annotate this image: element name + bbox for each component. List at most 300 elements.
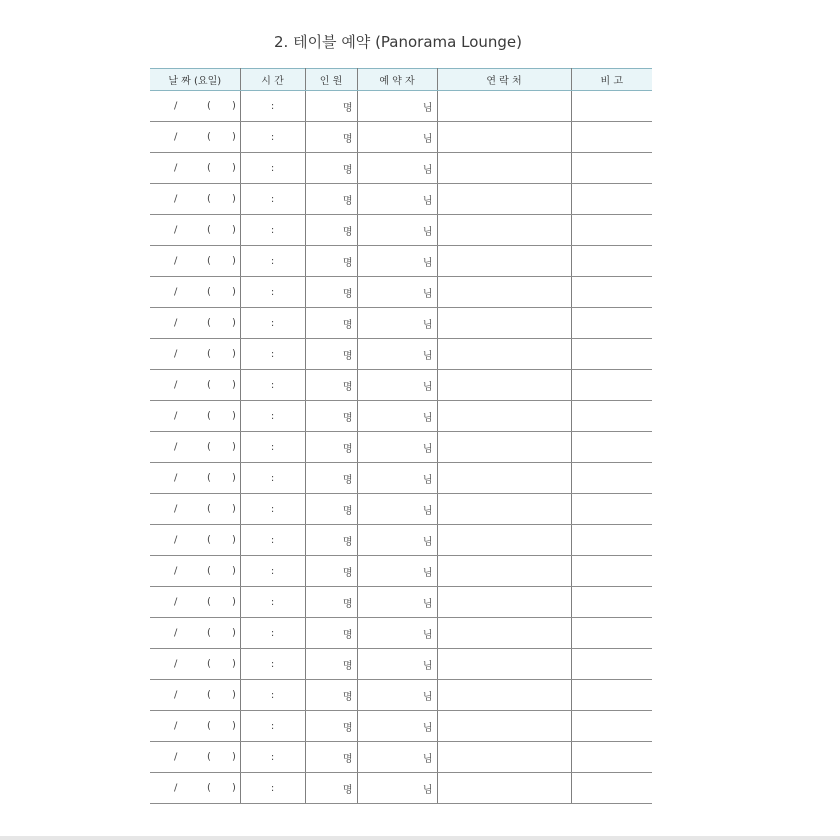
- date-cell[interactable]: [150, 680, 240, 711]
- table-row: [150, 91, 652, 122]
- time-separator: :: [270, 720, 275, 732]
- time-cell[interactable]: [240, 184, 305, 215]
- people-cell[interactable]: [305, 401, 357, 432]
- table-row: [150, 649, 652, 680]
- people-cell[interactable]: [305, 277, 357, 308]
- people-unit: 명: [342, 536, 353, 548]
- date-cell[interactable]: [150, 215, 240, 246]
- contact-cell[interactable]: [437, 122, 571, 153]
- weekday-open-paren: (: [207, 689, 211, 701]
- time-cell[interactable]: [240, 680, 305, 711]
- time-cell[interactable]: [240, 339, 305, 370]
- time-cell[interactable]: [240, 308, 305, 339]
- time-cell[interactable]: [240, 587, 305, 618]
- name-suffix: 님: [422, 164, 433, 176]
- time-separator: :: [270, 503, 275, 515]
- table-row: [150, 494, 652, 525]
- table-row: [150, 773, 652, 804]
- weekday-open-paren: (: [207, 596, 211, 608]
- notes-cell[interactable]: [571, 370, 652, 401]
- people-cell[interactable]: [305, 370, 357, 401]
- time-separator: :: [270, 348, 275, 360]
- people-cell[interactable]: [305, 618, 357, 649]
- weekday-open-paren: (: [207, 100, 211, 112]
- time-cell[interactable]: [240, 525, 305, 556]
- time-cell[interactable]: [240, 153, 305, 184]
- notes-cell[interactable]: [571, 587, 652, 618]
- weekday-close-paren: ): [232, 348, 236, 360]
- people-cell[interactable]: [305, 215, 357, 246]
- weekday-close-paren: ): [232, 379, 236, 391]
- time-cell[interactable]: [240, 215, 305, 246]
- reservation-table: [150, 68, 652, 804]
- table-row: [150, 463, 652, 494]
- date-slash: /: [174, 658, 178, 670]
- contact-cell[interactable]: [437, 742, 571, 773]
- people-cell[interactable]: [305, 773, 357, 804]
- name-suffix: 님: [422, 784, 433, 796]
- time-cell[interactable]: [240, 463, 305, 494]
- table-body: [150, 91, 652, 804]
- date-slash: /: [174, 503, 178, 515]
- people-unit: 명: [342, 660, 353, 672]
- name-suffix: 님: [422, 660, 433, 672]
- header-time: 시 간: [240, 69, 305, 91]
- contact-cell[interactable]: [437, 277, 571, 308]
- date-slash: /: [174, 100, 178, 112]
- weekday-open-paren: (: [207, 410, 211, 422]
- time-separator: :: [270, 379, 275, 391]
- weekday-close-paren: ): [232, 472, 236, 484]
- people-unit: 명: [342, 505, 353, 517]
- weekday-open-paren: (: [207, 317, 211, 329]
- notes-cell[interactable]: [571, 680, 652, 711]
- name-suffix: 님: [422, 474, 433, 486]
- time-separator: :: [270, 286, 275, 298]
- header-date: 날 짜 (요일): [150, 69, 240, 91]
- table-row: [150, 122, 652, 153]
- people-unit: 명: [342, 288, 353, 300]
- table-row: [150, 184, 652, 215]
- notes-cell[interactable]: [571, 432, 652, 463]
- weekday-close-paren: ): [232, 162, 236, 174]
- name-suffix: 님: [422, 319, 433, 331]
- people-cell[interactable]: [305, 680, 357, 711]
- contact-cell[interactable]: [437, 339, 571, 370]
- weekday-open-paren: (: [207, 162, 211, 174]
- notes-cell[interactable]: [571, 711, 652, 742]
- time-separator: :: [270, 255, 275, 267]
- contact-cell[interactable]: [437, 215, 571, 246]
- name-suffix: 님: [422, 691, 433, 703]
- date-slash: /: [174, 720, 178, 732]
- reserver-cell[interactable]: [357, 587, 437, 618]
- weekday-close-paren: ): [232, 627, 236, 639]
- people-unit: 명: [342, 567, 353, 579]
- weekday-close-paren: ): [232, 193, 236, 205]
- reserver-cell[interactable]: [357, 680, 437, 711]
- date-slash: /: [174, 255, 178, 267]
- notes-cell[interactable]: [571, 215, 652, 246]
- date-cell[interactable]: [150, 246, 240, 277]
- weekday-close-paren: ): [232, 441, 236, 453]
- weekday-open-paren: (: [207, 658, 211, 670]
- people-cell[interactable]: [305, 587, 357, 618]
- reserver-cell[interactable]: [357, 308, 437, 339]
- weekday-open-paren: (: [207, 534, 211, 546]
- date-cell[interactable]: [150, 463, 240, 494]
- people-unit: 명: [342, 598, 353, 610]
- reserver-cell[interactable]: [357, 525, 437, 556]
- contact-cell[interactable]: [437, 308, 571, 339]
- reserver-cell[interactable]: [357, 432, 437, 463]
- contact-cell[interactable]: [437, 184, 571, 215]
- reserver-cell[interactable]: [357, 711, 437, 742]
- people-cell[interactable]: [305, 246, 357, 277]
- people-cell[interactable]: [305, 91, 357, 122]
- header-reserver: 예 약 자: [357, 69, 437, 91]
- weekday-open-paren: (: [207, 255, 211, 267]
- weekday-open-paren: (: [207, 627, 211, 639]
- table-row: [150, 339, 652, 370]
- reserver-cell[interactable]: [357, 556, 437, 587]
- time-separator: :: [270, 224, 275, 236]
- date-cell[interactable]: [150, 525, 240, 556]
- table-row: [150, 432, 652, 463]
- header-row: [150, 69, 652, 91]
- time-cell[interactable]: [240, 277, 305, 308]
- table-row: [150, 680, 652, 711]
- people-cell[interactable]: [305, 525, 357, 556]
- date-cell[interactable]: [150, 711, 240, 742]
- date-slash: /: [174, 441, 178, 453]
- people-unit: 명: [342, 412, 353, 424]
- time-separator: :: [270, 596, 275, 608]
- reserver-cell[interactable]: [357, 742, 437, 773]
- reserver-cell[interactable]: [357, 153, 437, 184]
- time-separator: :: [270, 193, 275, 205]
- weekday-close-paren: ): [232, 410, 236, 422]
- notes-cell[interactable]: [571, 246, 652, 277]
- time-separator: :: [270, 317, 275, 329]
- date-cell[interactable]: [150, 618, 240, 649]
- people-unit: 명: [342, 226, 353, 238]
- time-cell[interactable]: [240, 773, 305, 804]
- time-cell[interactable]: [240, 618, 305, 649]
- table-row: [150, 556, 652, 587]
- date-slash: /: [174, 286, 178, 298]
- table-row: [150, 618, 652, 649]
- people-cell[interactable]: [305, 153, 357, 184]
- name-suffix: 님: [422, 257, 433, 269]
- weekday-close-paren: ): [232, 100, 236, 112]
- date-cell[interactable]: [150, 339, 240, 370]
- date-cell[interactable]: [150, 649, 240, 680]
- weekday-open-paren: (: [207, 286, 211, 298]
- time-separator: :: [270, 472, 275, 484]
- notes-cell[interactable]: [571, 339, 652, 370]
- people-unit: 명: [342, 319, 353, 331]
- people-cell[interactable]: [305, 556, 357, 587]
- people-cell[interactable]: [305, 339, 357, 370]
- reserver-cell[interactable]: [357, 618, 437, 649]
- contact-cell[interactable]: [437, 618, 571, 649]
- contact-cell[interactable]: [437, 432, 571, 463]
- reserver-cell[interactable]: [357, 91, 437, 122]
- time-cell[interactable]: [240, 91, 305, 122]
- notes-cell[interactable]: [571, 401, 652, 432]
- weekday-close-paren: ): [232, 689, 236, 701]
- weekday-close-paren: ): [232, 658, 236, 670]
- date-slash: /: [174, 596, 178, 608]
- people-unit: 명: [342, 753, 353, 765]
- date-cell[interactable]: [150, 773, 240, 804]
- weekday-close-paren: ): [232, 751, 236, 763]
- date-slash: /: [174, 162, 178, 174]
- time-separator: :: [270, 441, 275, 453]
- time-cell[interactable]: [240, 649, 305, 680]
- contact-cell[interactable]: [437, 556, 571, 587]
- contact-cell[interactable]: [437, 494, 571, 525]
- name-suffix: 님: [422, 133, 433, 145]
- name-suffix: 님: [422, 629, 433, 641]
- people-cell[interactable]: [305, 649, 357, 680]
- people-cell[interactable]: [305, 308, 357, 339]
- contact-cell[interactable]: [437, 153, 571, 184]
- time-separator: :: [270, 689, 275, 701]
- name-suffix: 님: [422, 195, 433, 207]
- people-unit: 명: [342, 350, 353, 362]
- people-unit: 명: [342, 691, 353, 703]
- date-cell[interactable]: [150, 184, 240, 215]
- reserver-cell[interactable]: [357, 184, 437, 215]
- date-slash: /: [174, 348, 178, 360]
- notes-cell[interactable]: [571, 494, 652, 525]
- table-row: [150, 742, 652, 773]
- reserver-cell[interactable]: [357, 277, 437, 308]
- reserver-cell[interactable]: [357, 773, 437, 804]
- weekday-close-paren: ): [232, 720, 236, 732]
- people-unit: 명: [342, 443, 353, 455]
- contact-cell[interactable]: [437, 401, 571, 432]
- weekday-close-paren: ): [232, 317, 236, 329]
- date-slash: /: [174, 782, 178, 794]
- header-notes: 비 고: [571, 69, 652, 91]
- notes-cell[interactable]: [571, 525, 652, 556]
- weekday-close-paren: ): [232, 782, 236, 794]
- reserver-cell[interactable]: [357, 463, 437, 494]
- date-slash: /: [174, 565, 178, 577]
- contact-cell[interactable]: [437, 91, 571, 122]
- weekday-close-paren: ): [232, 131, 236, 143]
- time-cell[interactable]: [240, 711, 305, 742]
- people-cell[interactable]: [305, 494, 357, 525]
- notes-cell[interactable]: [571, 153, 652, 184]
- reserver-cell[interactable]: [357, 370, 437, 401]
- time-cell[interactable]: [240, 370, 305, 401]
- name-suffix: 님: [422, 753, 433, 765]
- name-suffix: 님: [422, 288, 433, 300]
- header-contact: 연 락 처: [437, 69, 571, 91]
- notes-cell[interactable]: [571, 308, 652, 339]
- contact-cell[interactable]: [437, 587, 571, 618]
- date-cell[interactable]: [150, 122, 240, 153]
- table-row: [150, 401, 652, 432]
- time-cell[interactable]: [240, 742, 305, 773]
- weekday-open-paren: (: [207, 348, 211, 360]
- people-cell[interactable]: [305, 463, 357, 494]
- date-cell[interactable]: [150, 742, 240, 773]
- notes-cell[interactable]: [571, 742, 652, 773]
- reserver-cell[interactable]: [357, 246, 437, 277]
- time-separator: :: [270, 627, 275, 639]
- name-suffix: 님: [422, 722, 433, 734]
- name-suffix: 님: [422, 536, 433, 548]
- time-cell[interactable]: [240, 432, 305, 463]
- contact-cell[interactable]: [437, 463, 571, 494]
- time-separator: :: [270, 410, 275, 422]
- date-cell[interactable]: [150, 494, 240, 525]
- weekday-open-paren: (: [207, 472, 211, 484]
- notes-cell[interactable]: [571, 277, 652, 308]
- reserver-cell[interactable]: [357, 649, 437, 680]
- contact-cell[interactable]: [437, 649, 571, 680]
- time-cell[interactable]: [240, 556, 305, 587]
- weekday-close-paren: ): [232, 596, 236, 608]
- people-cell[interactable]: [305, 122, 357, 153]
- people-unit: 명: [342, 629, 353, 641]
- date-cell[interactable]: [150, 556, 240, 587]
- weekday-open-paren: (: [207, 565, 211, 577]
- contact-cell[interactable]: [437, 246, 571, 277]
- time-separator: :: [270, 100, 275, 112]
- notes-cell[interactable]: [571, 618, 652, 649]
- reserver-cell[interactable]: [357, 339, 437, 370]
- date-cell[interactable]: [150, 277, 240, 308]
- date-slash: /: [174, 627, 178, 639]
- people-cell[interactable]: [305, 184, 357, 215]
- notes-cell[interactable]: [571, 91, 652, 122]
- header-people: 인 원: [305, 69, 357, 91]
- weekday-open-paren: (: [207, 193, 211, 205]
- date-slash: /: [174, 689, 178, 701]
- date-cell[interactable]: [150, 370, 240, 401]
- date-cell[interactable]: [150, 587, 240, 618]
- contact-cell[interactable]: [437, 525, 571, 556]
- date-slash: /: [174, 472, 178, 484]
- reserver-cell[interactable]: [357, 494, 437, 525]
- date-slash: /: [174, 317, 178, 329]
- date-slash: /: [174, 534, 178, 546]
- people-unit: 명: [342, 381, 353, 393]
- date-slash: /: [174, 224, 178, 236]
- time-cell[interactable]: [240, 246, 305, 277]
- date-cell[interactable]: [150, 401, 240, 432]
- notes-cell[interactable]: [571, 649, 652, 680]
- time-cell[interactable]: [240, 494, 305, 525]
- name-suffix: 님: [422, 567, 433, 579]
- weekday-open-paren: (: [207, 503, 211, 515]
- table-row: [150, 587, 652, 618]
- reserver-cell[interactable]: [357, 122, 437, 153]
- name-suffix: 님: [422, 505, 433, 517]
- time-cell[interactable]: [240, 401, 305, 432]
- time-separator: :: [270, 534, 275, 546]
- date-cell[interactable]: [150, 91, 240, 122]
- weekday-close-paren: ): [232, 255, 236, 267]
- table-row: [150, 246, 652, 277]
- reserver-cell[interactable]: [357, 401, 437, 432]
- time-separator: :: [270, 162, 275, 174]
- date-slash: /: [174, 193, 178, 205]
- weekday-open-paren: (: [207, 441, 211, 453]
- weekday-open-paren: (: [207, 720, 211, 732]
- table-row: [150, 277, 652, 308]
- people-unit: 명: [342, 164, 353, 176]
- table-row: [150, 215, 652, 246]
- contact-cell[interactable]: [437, 370, 571, 401]
- people-unit: 명: [342, 195, 353, 207]
- name-suffix: 님: [422, 381, 433, 393]
- contact-cell[interactable]: [437, 711, 571, 742]
- people-unit: 명: [342, 784, 353, 796]
- date-cell[interactable]: [150, 308, 240, 339]
- date-slash: /: [174, 410, 178, 422]
- people-cell[interactable]: [305, 742, 357, 773]
- weekday-open-paren: (: [207, 782, 211, 794]
- table-row: [150, 525, 652, 556]
- notes-cell[interactable]: [571, 773, 652, 804]
- people-cell[interactable]: [305, 711, 357, 742]
- people-unit: 명: [342, 722, 353, 734]
- weekday-close-paren: ): [232, 503, 236, 515]
- table-row: [150, 153, 652, 184]
- name-suffix: 님: [422, 226, 433, 238]
- weekday-close-paren: ): [232, 534, 236, 546]
- name-suffix: 님: [422, 443, 433, 455]
- people-cell[interactable]: [305, 432, 357, 463]
- time-cell[interactable]: [240, 122, 305, 153]
- date-cell[interactable]: [150, 153, 240, 184]
- weekday-close-paren: ): [232, 224, 236, 236]
- weekday-close-paren: ): [232, 286, 236, 298]
- time-separator: :: [270, 565, 275, 577]
- table-row: [150, 370, 652, 401]
- weekday-close-paren: ): [232, 565, 236, 577]
- name-suffix: 님: [422, 412, 433, 424]
- name-suffix: 님: [422, 350, 433, 362]
- date-cell[interactable]: [150, 432, 240, 463]
- date-slash: /: [174, 379, 178, 391]
- name-suffix: 님: [422, 102, 433, 114]
- notes-cell[interactable]: [571, 463, 652, 494]
- contact-cell[interactable]: [437, 680, 571, 711]
- page-title: 2. 테이블 예약 (Panorama Lounge): [274, 33, 522, 51]
- weekday-open-paren: (: [207, 131, 211, 143]
- table-row: [150, 711, 652, 742]
- reservation-sheet: [150, 68, 652, 804]
- name-suffix: 님: [422, 598, 433, 610]
- weekday-open-paren: (: [207, 379, 211, 391]
- notes-cell[interactable]: [571, 122, 652, 153]
- date-slash: /: [174, 131, 178, 143]
- time-separator: :: [270, 751, 275, 763]
- notes-cell[interactable]: [571, 184, 652, 215]
- reserver-cell[interactable]: [357, 215, 437, 246]
- notes-cell[interactable]: [571, 556, 652, 587]
- people-unit: 명: [342, 133, 353, 145]
- contact-cell[interactable]: [437, 773, 571, 804]
